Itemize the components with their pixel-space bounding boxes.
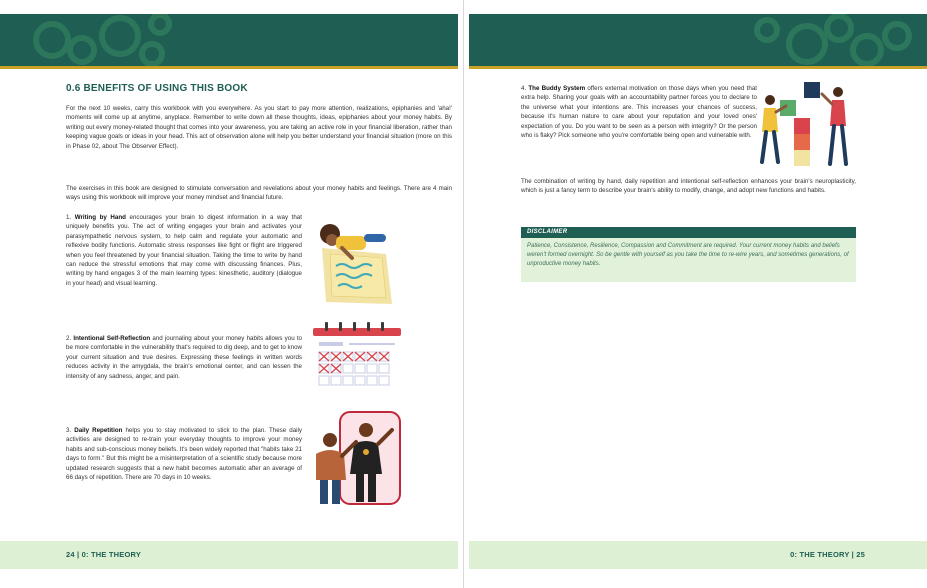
item-buddy-system: 4. The Buddy System offers external motivation on those days when you need that extra help. Sharing your goals with an accountability partner forces you to declare to the universe what your intentions are. This increases your chances of success, because it's human nature to care about your reputation and your loved ones' expectation of you. Do you want to be seen as a person with integrity? Or the person who is flaky? Pick someone who you're comfortable being open and vulnerable with.: [521, 85, 757, 140]
page-number-footer: 24 | 0: THE THEORY: [66, 550, 142, 559]
item-title: The Buddy System: [528, 85, 586, 92]
disclaimer-text: Patience, Consistence, Resilience, Compassion and Commitment are required. Your current money habits and beliefs weren't formed overnight. So be gentle with yourself as you take the time to re-wire years, and sometimes generations, of unproductive money habits.: [527, 243, 849, 267]
teamwork-blocks-illustration: [758, 80, 858, 170]
gold-rule: [0, 66, 458, 69]
decorative-rings-icon: [727, 14, 927, 66]
item-intentional-self-reflection: 2. Intentional Self-Reflection and journaling about your money habits allows you to be more comfortable in the vulnerability that's required to dig deep, and to get to know your current situation and true desires. Expressing these feelings in written words reduces activity in the amygdala, the brain's emotional center, and can lessen the intensity of any sadness, anger, and pain.: [66, 335, 302, 380]
calendar-icon: [313, 322, 403, 396]
section-title: 0.6 BENEFITS OF USING THIS BOOK: [66, 83, 248, 94]
page-number-footer: 0: THE THEORY | 25: [790, 550, 865, 559]
gold-rule: [469, 66, 927, 69]
item-title: Writing by Hand: [74, 214, 126, 221]
header-band: [0, 14, 458, 66]
book-gutter: [458, 0, 469, 588]
exercises-paragraph: The exercises in this book are designed to stimulate conversation and revelations about your money habits and feelings. There are 4 main ways using this workbook will improve your money mindset and financial future.: [66, 185, 452, 202]
left-page: [0, 0, 458, 588]
item-title: Intentional Self-Reflection: [73, 335, 151, 342]
item-title: Daily Repetition: [74, 427, 123, 434]
header-band: [469, 14, 927, 66]
disclaimer-box: [521, 227, 856, 282]
combination-paragraph: The combination of writing by hand, daily repetition and intentional self-reflection enhances your brain's neuroplasticity, which is just a fancy term to describe your brain's ability to modify, change, and adopt new functions and habits.: [521, 178, 856, 195]
disclaimer-heading: DISCLAIMER: [521, 227, 856, 238]
intro-paragraph: For the next 10 weeks, carry this workbook with you everywhere. As you start to pay more attention, realizations, epiphanies and 'aha!' moments will come up at anytime, anyplace. Remember to write down all these thoughts, ideas, epiphanies about your money habits. By writing out every money-related thought that comes into your awareness, you are taking an active role in your financial liberation, rather than keeping vague goals or ideas in your head. This act of observation alone will help you better understand your financial situation (more on this in Phase 02, about The Observer Effect).: [66, 105, 452, 150]
item-writing-by-hand: 1. Writing by Hand encourages your brain to digest information in a way that uniquely benefits you. The act of writing engages your brain and activates your parasympathetic nervous system, to help calm and regulate your automatic and reflexive bodily functions. Automatic stress responses like fight or flight are triggered when you feel threatened by your financial situation. Taking the time to write by hand can reduce the stressful emotions that may come with discussing finances. Plus, writing by hand engages 3 of the main learning types: kinesthetic, auditory (dialogue in your head) and visual learning.: [66, 214, 302, 287]
item-daily-repetition: 3. Daily Repetition helps you to stay motivated to stick to the plan. These daily activities are designed to re-train your everyday thoughts to improve your money habits and sub-conscious money beliefs. It's been widely reported that "habits take 21 days to form." But this might be a misinterpretation of a scientific study because more updated research suggests that a new habit becomes automatic after an average of 66 days of repetition. There are 70 days in 10 weeks.: [66, 427, 302, 482]
decorative-rings-icon: [0, 14, 200, 66]
writing-person-illustration: [308, 218, 400, 308]
mirror-reflection-illustration: [304, 410, 404, 506]
